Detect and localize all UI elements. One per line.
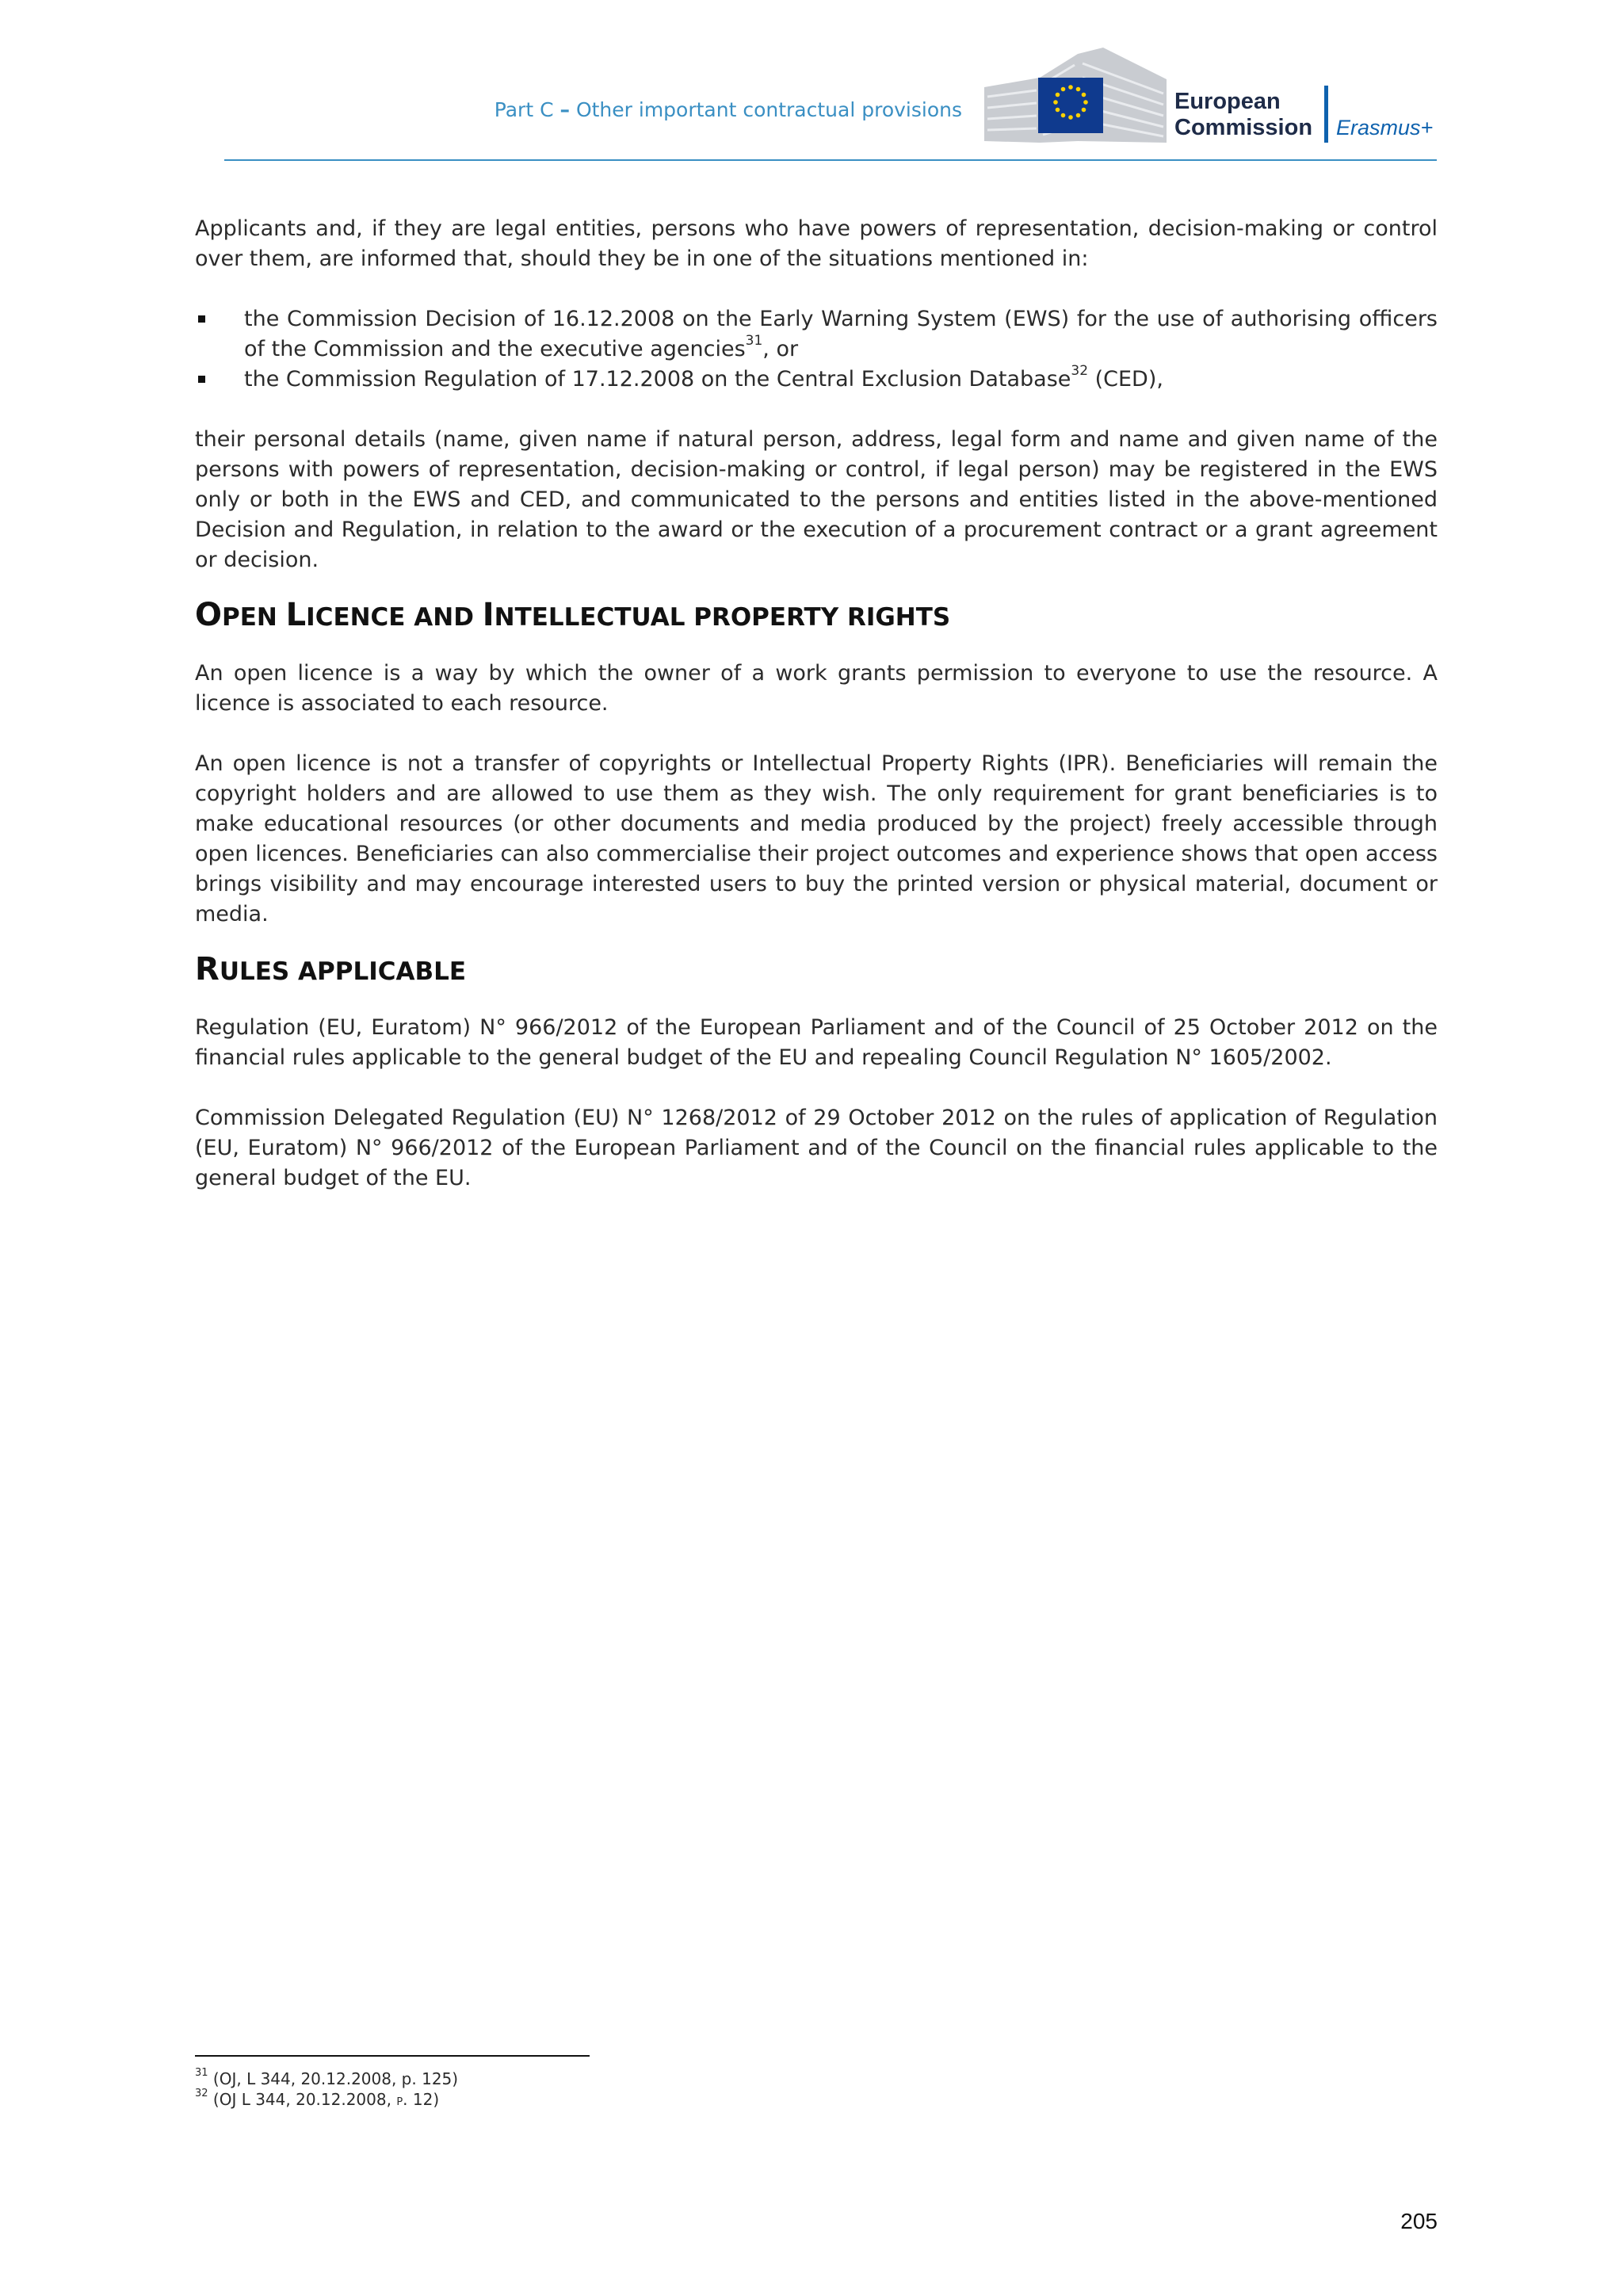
running-header	[475, 98, 962, 121]
logo-line-commission: Commission	[1174, 115, 1313, 140]
bullet2-text: the Commission Regulation of 17.12.2008 on the Central Exclusion Database	[244, 367, 1071, 392]
header-part: Part C	[494, 98, 554, 121]
bullet-list	[195, 304, 1438, 395]
footnote-number: 31	[195, 2067, 208, 2080]
list-item	[195, 365, 1438, 395]
heading-open-licence	[195, 598, 1438, 635]
footnote-text: P	[396, 2096, 403, 2108]
open-licence-paragraph-1: An open licence is a way by which the owner of a work grants permission to everyone to use the resource. A licence is associated to each resource.	[195, 661, 1438, 716]
heading-rules-applicable	[195, 952, 1438, 989]
footnote-text: (OJ L 344, 20.12.2008,	[208, 2090, 397, 2109]
footnote-text: . 12)	[403, 2090, 440, 2109]
logo-wordmark	[1174, 89, 1312, 141]
bullet1-tail: , or	[762, 337, 799, 361]
european-commission-logo	[984, 48, 1444, 151]
heading-part: NTELLECTUAL PROPERTY RIGHTS	[494, 603, 951, 632]
page-number: 205	[1400, 2209, 1438, 2233]
bullet2-tail: (CED),	[1088, 367, 1163, 392]
logo-line-european: European	[1174, 89, 1281, 114]
footnote-rule	[195, 2055, 590, 2057]
header-dash: –	[559, 98, 570, 121]
heading-initial: I	[482, 597, 495, 633]
rules-paragraph-1: Regulation (EU, Euratom) N° 966/2012 of the European Parliament and of the Council of 25 October 2012 on the financial rules applicable to the general budget of the EU and repealing Council Regulation N° 1605/2002.	[195, 1015, 1438, 1070]
bullet-square-icon	[198, 315, 205, 323]
heading-part: ULES APPLICABLE	[219, 957, 467, 986]
bullet1-text: the Commission Decision of 16.12.2008 on the Early Warning System (EWS) for the use of authorising officers of the Commission and the executive agencies	[244, 307, 1438, 361]
footnote-text: (OJ, L 344, 20.12.2008, p. 125)	[208, 2069, 459, 2088]
logo-divider	[1324, 86, 1328, 143]
footnote-ref-32: 32	[1071, 363, 1089, 379]
heading-initial: O	[195, 597, 223, 633]
header-section-title: Other important contractual provisions	[575, 98, 962, 121]
footnote-31	[195, 2069, 458, 2089]
personal-details-paragraph: their personal details (name, given name if natural person, address, legal form and name and given name of the persons with powers of representation, decision-making or control, if legal person) may be registered in the EWS only or both in the EWS and CED, and communicated to the persons and entities listed in the above-mentioned Decision and Regulation, in relation to the award or the execution of a procurement contract or a grant agreement or decision.	[195, 427, 1438, 572]
document-body	[195, 214, 1438, 1194]
open-licence-paragraph-2: An open licence is not a transfer of copyrights or Intellectual Property Rights (IPR). Beneficiaries will remain the copyright holders and are allowed to use them as they wish. The only requirement for grant beneficiaries is to make educational resources (or other documents and media produced by the project) freely accessible through open licences. Beneficiaries can also commercialise their project outcomes and experience shows that open access brings visibility and may encourage interested users to buy the printed version or physical material, document or media.	[195, 751, 1438, 926]
heading-initial: L	[285, 597, 307, 633]
heading-part: PEN	[222, 603, 286, 632]
heading-initial: R	[195, 951, 220, 988]
footnote-ref-31: 31	[745, 333, 763, 349]
footnote-32	[195, 2089, 458, 2113]
list-item	[195, 304, 1438, 365]
heading-part: ICENCE AND	[306, 603, 483, 632]
bullet-square-icon	[198, 376, 205, 383]
header-rule	[224, 159, 1437, 161]
footnotes	[195, 2069, 458, 2113]
rules-paragraph-2: Commission Delegated Regulation (EU) N° 1268/2012 of 29 October 2012 on the rules of application of Regulation (EU, Euratom) N° 966/2012 of the European Parliament and of the Council on the financial rules applicable to the general budget of the EU.	[195, 1106, 1438, 1190]
commission-building-logo-icon	[984, 48, 1167, 151]
footnote-number: 32	[195, 2088, 208, 2100]
intro-paragraph: Applicants and, if they are legal entities, persons who have powers of representation, decision-making or control over them, are informed that, should they be in one of the situations mentioned in:	[195, 216, 1438, 271]
erasmus-plus-label: Erasmus+	[1336, 116, 1434, 139]
